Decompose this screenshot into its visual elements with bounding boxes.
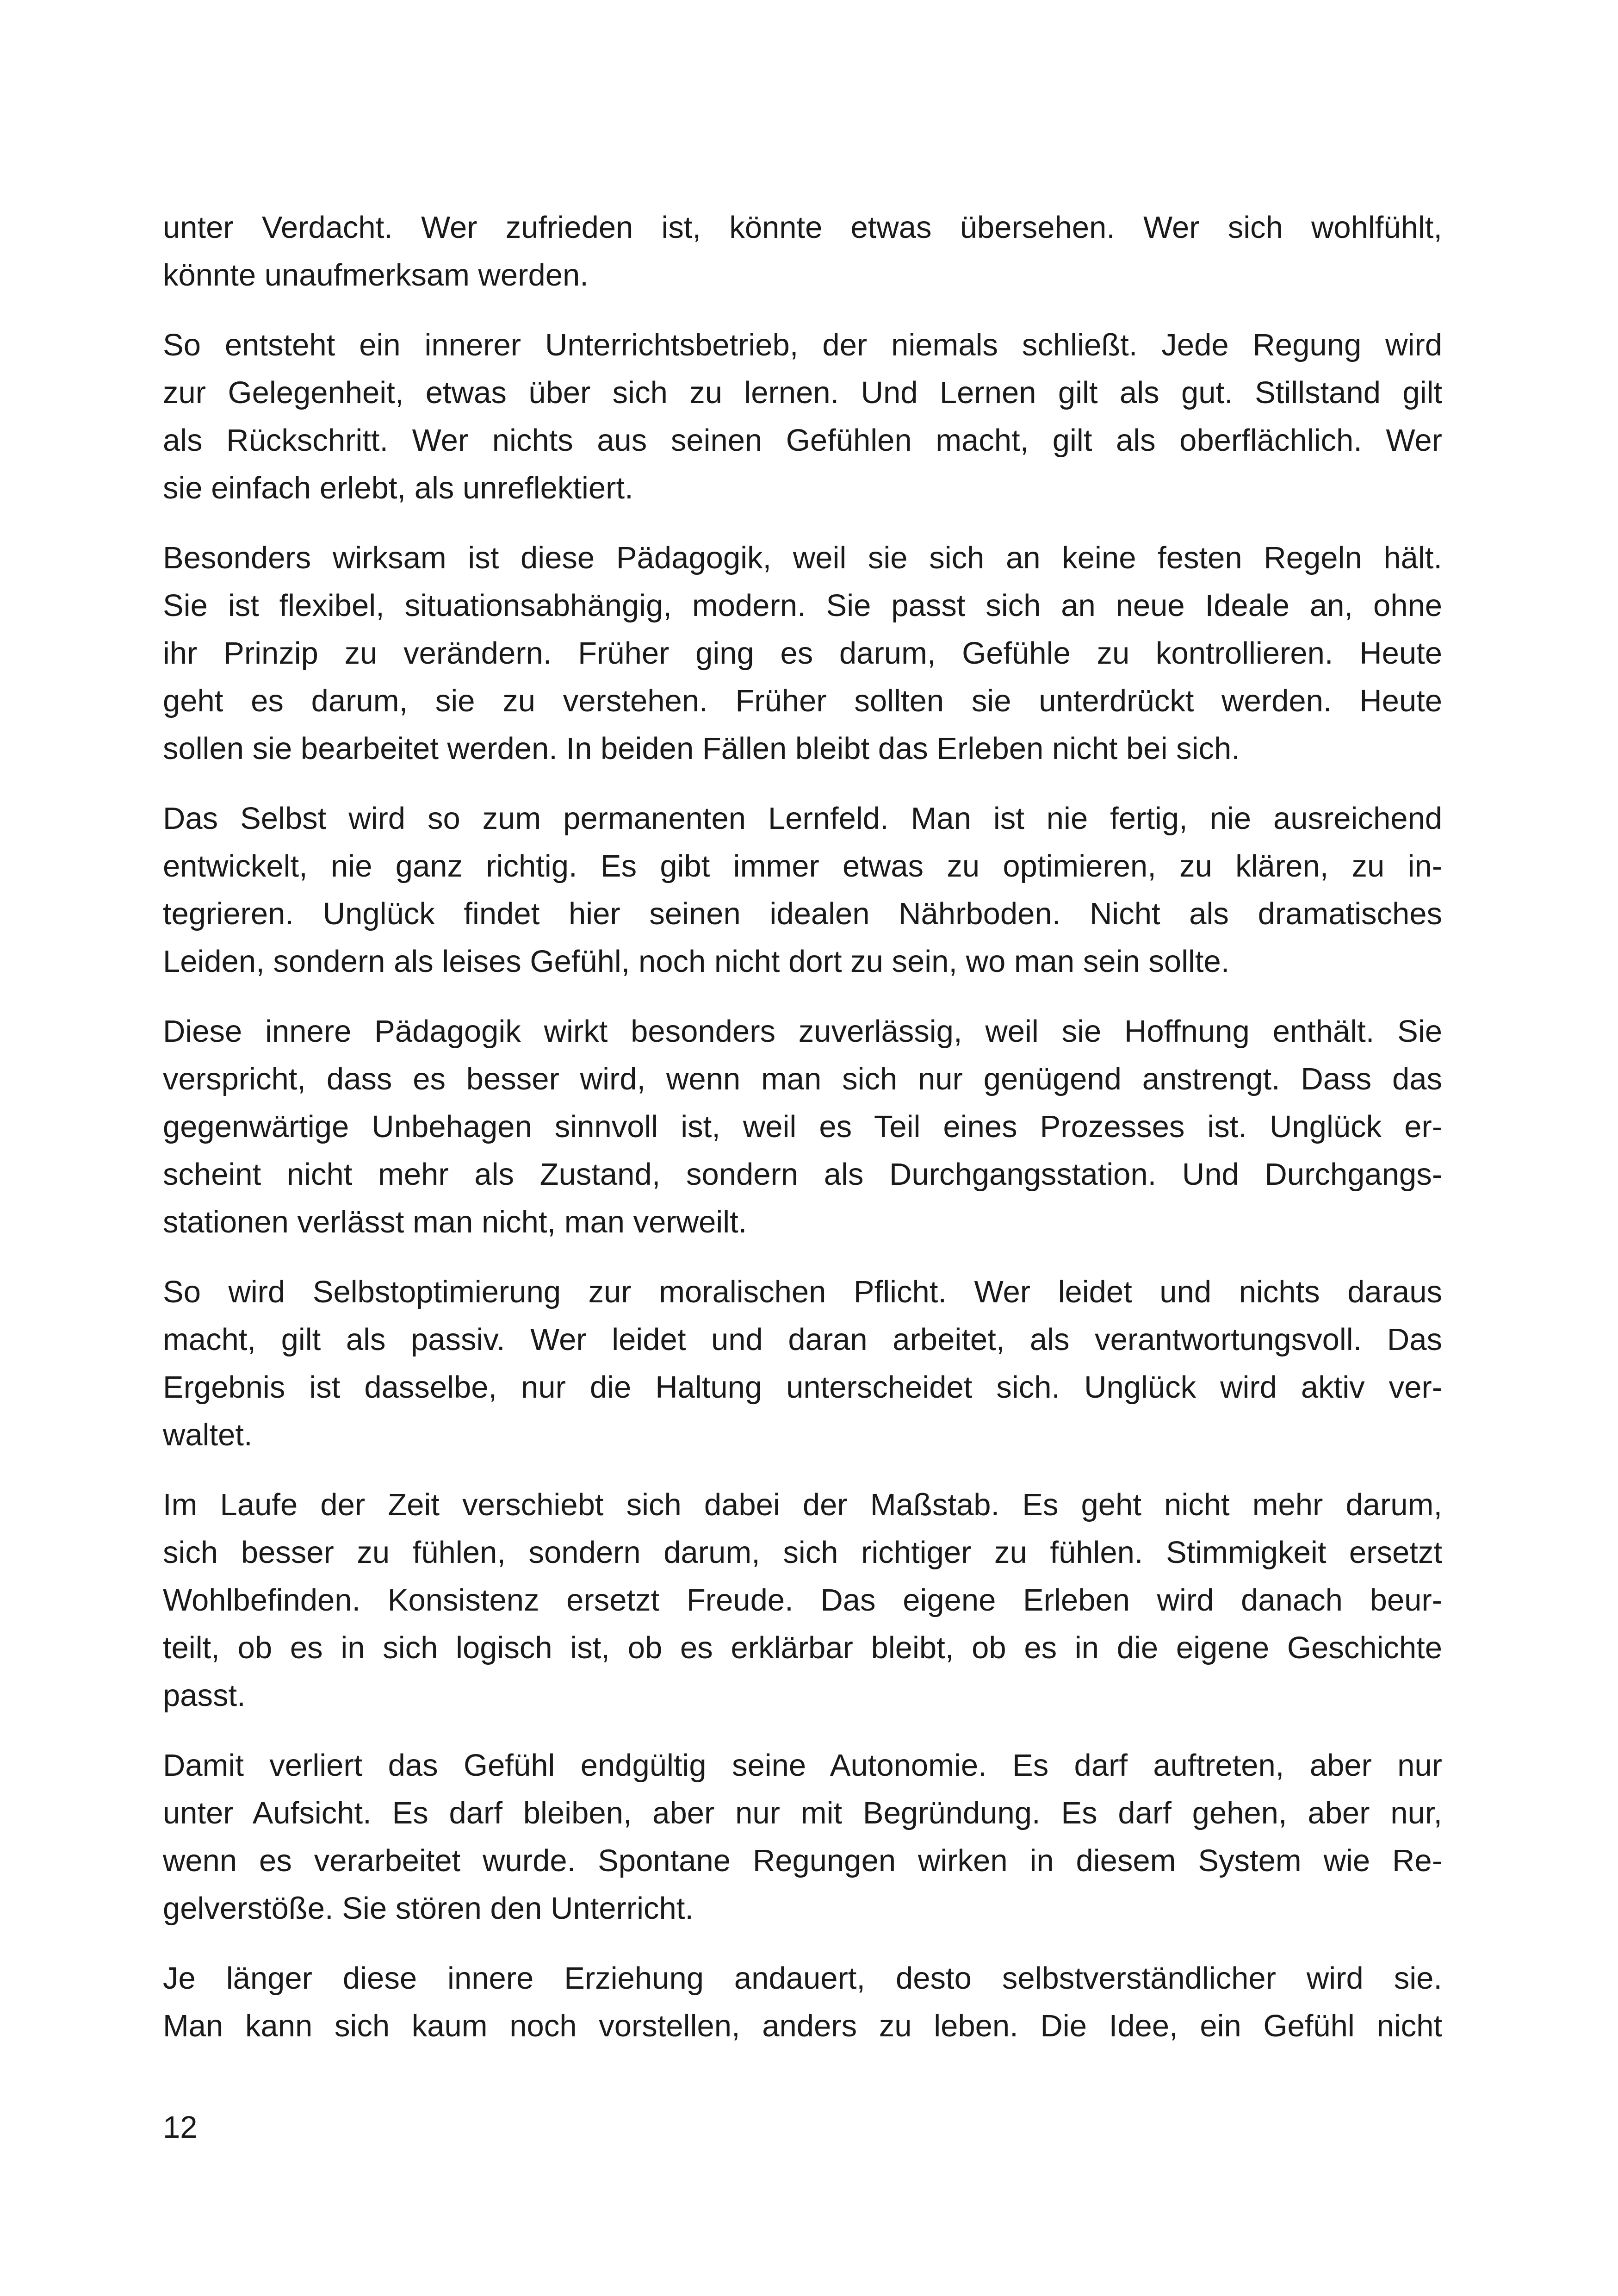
text-line: geht es darum, sie zu verstehen. Früher sollten sie unterdrückt werden. Heute [163,684,1442,718]
text-line: So entsteht ein innerer Unterrichtsbetrieb, der niemals schließt. Jede Regung wird [163,328,1442,362]
paragraph [163,1742,1442,1932]
paragraph [163,534,1442,772]
paragraph [163,795,1442,985]
text-line: könnte unaufmerksam werden. [163,258,589,292]
text-line: sollen sie bearbeitet werden. In beiden Fällen bleibt das Erleben nicht bei sich. [163,731,1240,766]
text-line: sie einfach erlebt, als unreflektiert. [163,471,633,505]
paragraph [163,1268,1442,1459]
paragraph [163,321,1442,512]
text-line: stationen verlässt man nicht, man verweilt. [163,1205,747,1239]
text-line: gelverstöße. Sie stören den Unterricht. [163,1891,694,1926]
text-line: Wohlbefinden. Konsistenz ersetzt Freude. Das eigene Erleben wird danach beur- [163,1583,1442,1618]
text-line: entwickelt, nie ganz richtig. Es gibt immer etwas zu optimieren, zu klären, zu in- [163,849,1442,884]
text-line: Leiden, sondern als leises Gefühl, noch nicht dort zu sein, wo man sein sollte. [163,944,1230,979]
text-line: gegenwärtige Unbehagen sinnvoll ist, weil es Teil eines Prozesses ist. Unglück er- [163,1109,1442,1144]
text-line: Das Selbst wird so zum permanenten Lernfeld. Man ist nie fertig, nie ausreichend [163,801,1442,836]
paragraph [163,1954,1442,2050]
text-line: zur Gelegenheit, etwas über sich zu lernen. Und Lernen gilt als gut. Stillstand gilt [163,375,1442,410]
paragraph [163,1008,1442,1246]
text-line: sich besser zu fühlen, sondern darum, sich richtiger zu fühlen. Stimmigkeit ersetzt [163,1535,1442,1570]
text-line: scheint nicht mehr als Zustand, sondern als Durchgangsstation. Und Durchgangs- [163,1157,1442,1192]
page-number: 12 [163,2110,198,2145]
text-line: verspricht, dass es besser wird, wenn man sich nur genügend anstrengt. Dass das [163,1062,1442,1096]
text-line: Man kann sich kaum noch vorstellen, anders zu leben. Die Idee, ein Gefühl nicht [163,2009,1442,2043]
text-line: Sie ist flexibel, situationsabhängig, modern. Sie passt sich an neue Ideale an, ohne [163,588,1442,623]
text-line: waltet. [163,1418,253,1452]
text-line: teilt, ob es in sich logisch ist, ob es erklärbar bleibt, ob es in die eigene Geschichte [163,1630,1442,1665]
text-line: unter Verdacht. Wer zufrieden ist, könnte etwas übersehen. Wer sich wohlfühlt, [163,210,1442,245]
paragraph [163,1481,1442,1719]
text-line: wenn es verarbeitet wurde. Spontane Regungen wirken in diesem System wie Re- [163,1843,1442,1878]
text-line: unter Aufsicht. Es darf bleiben, aber nur mit Begründung. Es darf gehen, aber nur, [163,1796,1442,1830]
text-line: tegrieren. Unglück findet hier seinen idealen Nährboden. Nicht als dramatisches [163,896,1442,931]
text-line: Ergebnis ist dasselbe, nur die Haltung unterscheidet sich. Unglück wird aktiv ver- [163,1370,1442,1405]
text-line: passt. [163,1678,246,1713]
text-line: macht, gilt als passiv. Wer leidet und daran arbeitet, als verantwortungsvoll. Das [163,1322,1442,1357]
text-line: So wird Selbstoptimierung zur moralischen Pflicht. Wer leidet und nichts daraus [163,1275,1442,1309]
text-line: als Rückschritt. Wer nichts aus seinen Gefühlen macht, gilt als oberflächlich. Wer [163,423,1442,458]
text-line: Je länger diese innere Erziehung andauert, desto selbstverständlicher wird sie. [163,1961,1442,1996]
text-line: Diese innere Pädagogik wirkt besonders zuverlässig, weil sie Hoffnung enthält. Sie [163,1014,1442,1049]
body-text [163,204,1442,2072]
text-line: ihr Prinzip zu verändern. Früher ging es darum, Gefühle zu kontrollieren. Heute [163,636,1442,671]
paragraph [163,204,1442,299]
text-line: Im Laufe der Zeit verschiebt sich dabei der Maßstab. Es geht nicht mehr darum, [163,1487,1442,1522]
text-line: Besonders wirksam ist diese Pädagogik, weil sie sich an keine festen Regeln hält. [163,541,1442,575]
text-line: Damit verliert das Gefühl endgültig seine Autonomie. Es darf auftreten, aber nur [163,1748,1442,1783]
